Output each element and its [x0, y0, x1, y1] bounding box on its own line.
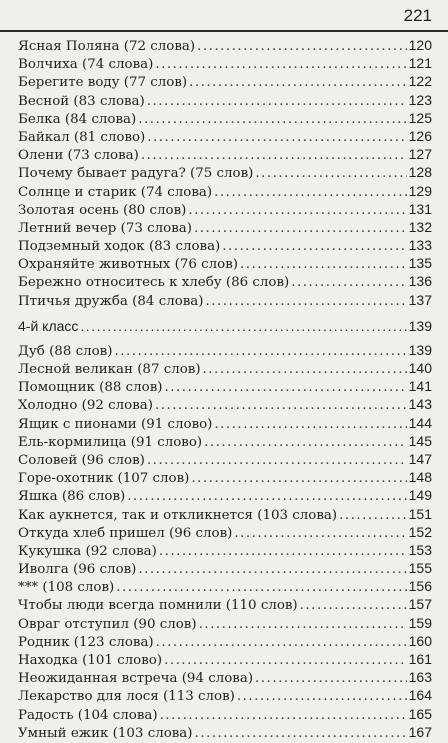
toc-entry-title: Ясная Поляна (72 слова) — [18, 39, 196, 54]
toc-entry-title: Неожиданная встреча (94 слова) — [18, 671, 254, 687]
toc-entry-title: Откуда хлеб пришел (96 слов) — [18, 525, 233, 541]
dot-leader — [160, 707, 407, 725]
toc-entry-title: Бережно относитесь к хлебу (86 слов) — [18, 275, 290, 291]
toc-entry-page-number: 165 — [408, 705, 432, 722]
dot-leader — [138, 561, 406, 579]
toc-entry-row — [0, 200, 448, 218]
toc-entry-title: Кукушка (92 слова) — [18, 543, 157, 559]
section-heading-title: 4-й класс — [18, 317, 79, 334]
toc-entry-row — [0, 505, 448, 523]
dot-leader — [197, 38, 407, 56]
toc-entry-title: Лекарство для лося (113 слов) — [18, 689, 235, 705]
toc-entry-title: Холодно (92 слова) — [18, 398, 153, 414]
toc-entry-row — [0, 145, 448, 163]
toc-entry-row — [0, 614, 448, 632]
header-rule — [0, 30, 448, 32]
toc-entry-page-number: 159 — [408, 614, 432, 631]
dot-leader — [189, 74, 407, 92]
toc-entry-page-number: 156 — [408, 578, 432, 595]
toc-entry-title: Весной (83 слова) — [18, 93, 145, 109]
dot-leader — [214, 416, 406, 434]
toc-entry-title: Чтобы люди всегда помнили (110 слов) — [18, 598, 298, 614]
toc-entry-title: Байкал (81 слово) — [18, 129, 146, 145]
dot-leader — [147, 129, 406, 147]
toc-entry-page-number: 139 — [408, 317, 432, 334]
toc-entry-row — [0, 127, 448, 145]
dot-leader — [191, 470, 406, 488]
dot-leader — [147, 93, 407, 111]
toc-entry-title: Солнце и старик (74 слова) — [18, 184, 213, 200]
toc-entry-page-number: 155 — [408, 560, 432, 577]
toc-entry-page-number: 140 — [408, 360, 432, 376]
toc-entry-title: Ель-кормилица (91 слово) — [18, 434, 203, 450]
toc-entry-page-number: 157 — [408, 596, 432, 613]
toc-entry-row — [0, 218, 448, 236]
dot-leader — [195, 725, 407, 743]
toc-entry-page-number: 145 — [408, 432, 432, 449]
toc-entry-row — [0, 395, 448, 413]
toc-entry-title: Овраг отступил (90 слов) — [18, 616, 197, 632]
dot-leader — [237, 688, 407, 706]
toc-entry-title: Летний вечер (73 слова) — [18, 220, 192, 236]
toc-entry-title: Почему бывает радуга? (75 слов) — [18, 166, 254, 182]
dot-leader — [194, 220, 407, 238]
toc-entry-page-number: 167 — [408, 723, 432, 740]
dot-leader — [165, 379, 407, 397]
toc-entry-title: Умный ежик (103 слова) — [18, 725, 193, 741]
toc-entry-page-number: 126 — [408, 127, 432, 144]
toc-entry-page-number: 125 — [408, 109, 432, 126]
dot-leader — [339, 507, 407, 525]
toc-entry-title: Подземный ходок (83 слова) — [18, 239, 221, 255]
dot-leader — [155, 56, 406, 74]
dot-leader — [240, 256, 407, 274]
dot-leader — [80, 313, 406, 339]
toc-entry-title: Иволга (96 слов) — [18, 562, 137, 578]
toc-entry-title: Охраняйте животных (76 слов) — [18, 257, 238, 273]
toc-entry-row — [0, 72, 448, 90]
toc-entry-row — [0, 559, 448, 577]
toc-entry-row — [0, 36, 448, 54]
toc-entry-row — [0, 486, 448, 504]
toc-entry-page-number: 144 — [408, 414, 432, 431]
toc-entry-page-number: 128 — [408, 164, 432, 181]
toc-entry-title: Птичья дружба (84 слова) — [18, 293, 204, 309]
toc-entry-row — [0, 109, 448, 127]
dot-leader — [155, 397, 407, 415]
toc-entry-row — [0, 541, 448, 559]
toc-entry-row — [0, 632, 448, 650]
dot-leader — [206, 293, 407, 311]
toc-entry-row — [0, 450, 448, 468]
dot-leader — [255, 670, 407, 688]
toc-entry-title: Олени (73 слова) — [18, 148, 139, 164]
toc-entry-row — [0, 595, 448, 613]
dot-leader — [291, 274, 406, 292]
toc-entry-page-number: 153 — [408, 541, 432, 558]
dot-leader — [300, 597, 407, 615]
toc-entry-row — [0, 414, 448, 432]
toc-entry-title: Ящик с пионами (91 слово) — [18, 416, 213, 432]
dot-leader — [164, 652, 407, 670]
dot-leader — [214, 184, 407, 202]
table-of-contents — [0, 36, 448, 741]
toc-entry-row — [0, 705, 448, 723]
toc-entry-title: Белка (84 слова) — [18, 111, 137, 127]
toc-entry-page-number: 160 — [408, 632, 432, 649]
toc-entry-page-number: 147 — [408, 450, 432, 467]
toc-entry-page-number: 149 — [408, 487, 432, 504]
toc-entry-page-number: 163 — [408, 669, 432, 686]
dot-leader — [222, 238, 406, 256]
toc-entry-title: Берегите воду (77 слов) — [18, 75, 188, 91]
toc-entry-page-number: 123 — [408, 91, 432, 108]
toc-entry-row — [0, 54, 448, 72]
toc-entry-title: Помощник (88 слов) — [18, 380, 163, 396]
toc-entry-page-number: 122 — [408, 73, 432, 90]
toc-entry-page-number: 143 — [408, 396, 432, 413]
toc-entry-title: Соловей (96 слов) — [18, 452, 145, 468]
dot-leader — [147, 452, 407, 470]
section-heading-row — [0, 313, 448, 339]
toc-entry-page-number: 141 — [408, 378, 432, 395]
dot-leader — [114, 343, 406, 361]
toc-entry-page-number: 137 — [408, 291, 432, 308]
dot-leader — [116, 579, 406, 597]
toc-entry-row — [0, 182, 448, 200]
toc-entry-page-number: 129 — [408, 182, 432, 199]
toc-entry-title: Горе-охотник (107 слов) — [18, 471, 190, 487]
dot-leader — [203, 361, 407, 379]
toc-entry-page-number: 152 — [408, 523, 432, 540]
toc-entry-page-number: 139 — [408, 341, 432, 358]
toc-entry-row — [0, 163, 448, 181]
dot-leader — [156, 634, 407, 652]
toc-entry-title: Золотая осень (80 слов) — [18, 202, 187, 218]
toc-entry-title: Дуб (88 слов) — [18, 343, 113, 359]
dot-leader — [159, 543, 407, 561]
toc-entry-page-number: 120 — [408, 37, 432, 53]
dot-leader — [199, 616, 407, 634]
toc-entry-title: Яшка (86 слов) — [18, 489, 126, 505]
toc-entry-row — [0, 432, 448, 450]
toc-entry-page-number: 164 — [408, 687, 432, 704]
toc-entry-row — [0, 523, 448, 541]
toc-entry-page-number: 148 — [408, 469, 432, 486]
dot-leader — [234, 525, 406, 543]
dot-leader — [141, 147, 407, 165]
toc-entry-title: Находка (101 слово) — [18, 653, 163, 668]
toc-entry-row — [0, 91, 448, 109]
dot-leader — [127, 488, 406, 506]
toc-entry-page-number: 161 — [408, 651, 432, 667]
toc-entry-row — [0, 650, 448, 668]
toc-entry-row — [0, 341, 448, 359]
page-number: 221 — [403, 6, 432, 25]
toc-entry-row — [0, 359, 448, 377]
toc-entry-row — [0, 291, 448, 309]
toc-entry-row — [0, 468, 448, 486]
toc-entry-title: *** (108 слов) — [18, 580, 115, 596]
toc-entry-title: Радость (104 слова) — [18, 707, 158, 723]
toc-entry-title: Родник (123 слова) — [18, 634, 154, 650]
toc-entry-page-number: 131 — [408, 200, 432, 217]
toc-entry-row — [0, 236, 448, 254]
toc-entry-row — [0, 723, 448, 741]
toc-entry-title: Как аукнется, так и откликнется (103 слова) — [18, 507, 338, 523]
toc-entry-row — [0, 272, 448, 290]
toc-entry-title: Волчиха (74 слова) — [18, 57, 154, 73]
dot-leader — [188, 202, 406, 220]
toc-entry-page-number: 151 — [408, 505, 432, 522]
dot-leader — [204, 434, 407, 452]
toc-entry-row — [0, 577, 448, 595]
toc-entry-page-number: 135 — [408, 255, 432, 272]
toc-entry-row — [0, 377, 448, 395]
dot-leader — [138, 111, 406, 129]
dot-leader — [255, 165, 406, 183]
toc-entry-title: Лесной великан (87 слов) — [18, 362, 201, 377]
toc-entry-row — [0, 668, 448, 686]
toc-entry-row — [0, 686, 448, 704]
toc-entry-page-number: 121 — [408, 55, 432, 72]
toc-entry-page-number: 127 — [408, 146, 432, 163]
toc-entry-page-number: 133 — [408, 237, 432, 254]
toc-entry-page-number: 136 — [408, 273, 432, 290]
toc-entry-row — [0, 254, 448, 272]
toc-entry-page-number: 132 — [408, 218, 432, 235]
